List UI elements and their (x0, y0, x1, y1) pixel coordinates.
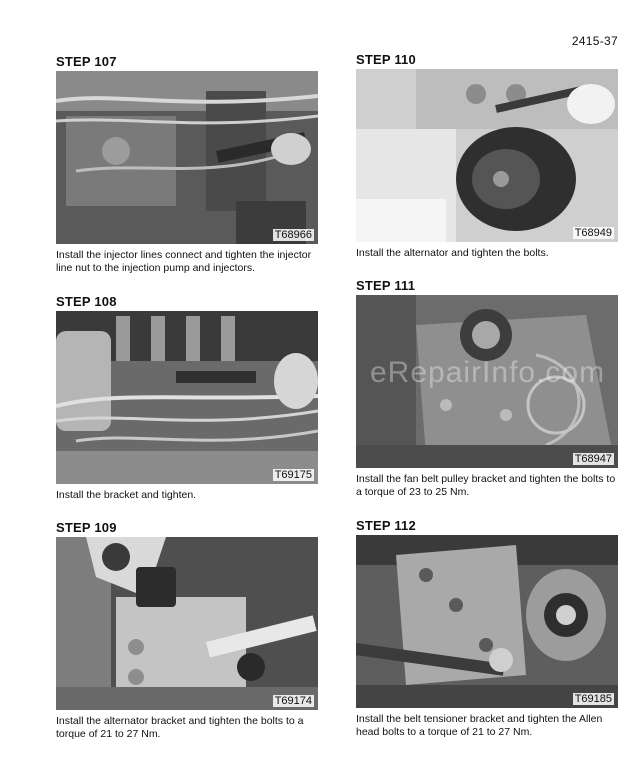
step-110 (356, 52, 618, 260)
engine-photo-injector-lines (56, 71, 318, 244)
step-112 (356, 518, 618, 739)
step-title: STEP 109 (56, 520, 117, 535)
step-title: STEP 110 (356, 52, 416, 67)
step-108-photo (56, 311, 318, 484)
step-111 (356, 278, 618, 499)
photo-id: T69174 (274, 695, 312, 707)
step-title: STEP 111 (356, 278, 416, 293)
photo-id: T68966 (274, 229, 312, 241)
step-caption: Install the alternator bracket and tighten the bolts to a torque of 21 to 27 Nm. (56, 715, 304, 740)
engine-photo-alternator-bracket (56, 537, 318, 710)
step-caption: Install the fan belt pulley bracket and tighten the bolts to a torque of 23 to 25 Nm. (356, 473, 616, 498)
photo-id: T68947 (574, 453, 612, 465)
photo-id: T69175 (274, 469, 312, 481)
step-title: STEP 112 (356, 518, 416, 533)
step-108 (56, 294, 318, 502)
step-107 (56, 54, 318, 275)
step-caption: Install the injector lines connect and tighten the injector line nut to the injection pump and injectors. (56, 249, 312, 274)
step-title: STEP 107 (56, 54, 117, 69)
step-110-photo (356, 69, 618, 242)
watermark: eRepairInfo.com (370, 356, 606, 389)
engine-photo-belt-tensioner-bracket (356, 535, 618, 708)
step-112-photo (356, 535, 618, 708)
engine-photo-bracket (56, 311, 318, 484)
step-109-photo (56, 537, 318, 710)
step-caption: Install the alternator and tighten the bolts. (356, 247, 549, 259)
page-number: 2415-37 (571, 34, 618, 48)
engine-photo-fan-belt-pulley-bracket (356, 295, 618, 468)
step-107-photo (56, 71, 318, 244)
engine-photo-alternator (356, 69, 618, 242)
step-caption: Install the belt tensioner bracket and tighten the Allen head bolts to a torque of 21 to 27 Nm. (356, 713, 603, 738)
step-109 (56, 520, 318, 741)
step-title: STEP 108 (56, 294, 117, 309)
photo-id: T69185 (574, 693, 612, 705)
step-caption: Install the bracket and tighten. (56, 489, 197, 501)
photo-id: T68949 (574, 227, 612, 239)
step-111-photo (356, 295, 618, 468)
